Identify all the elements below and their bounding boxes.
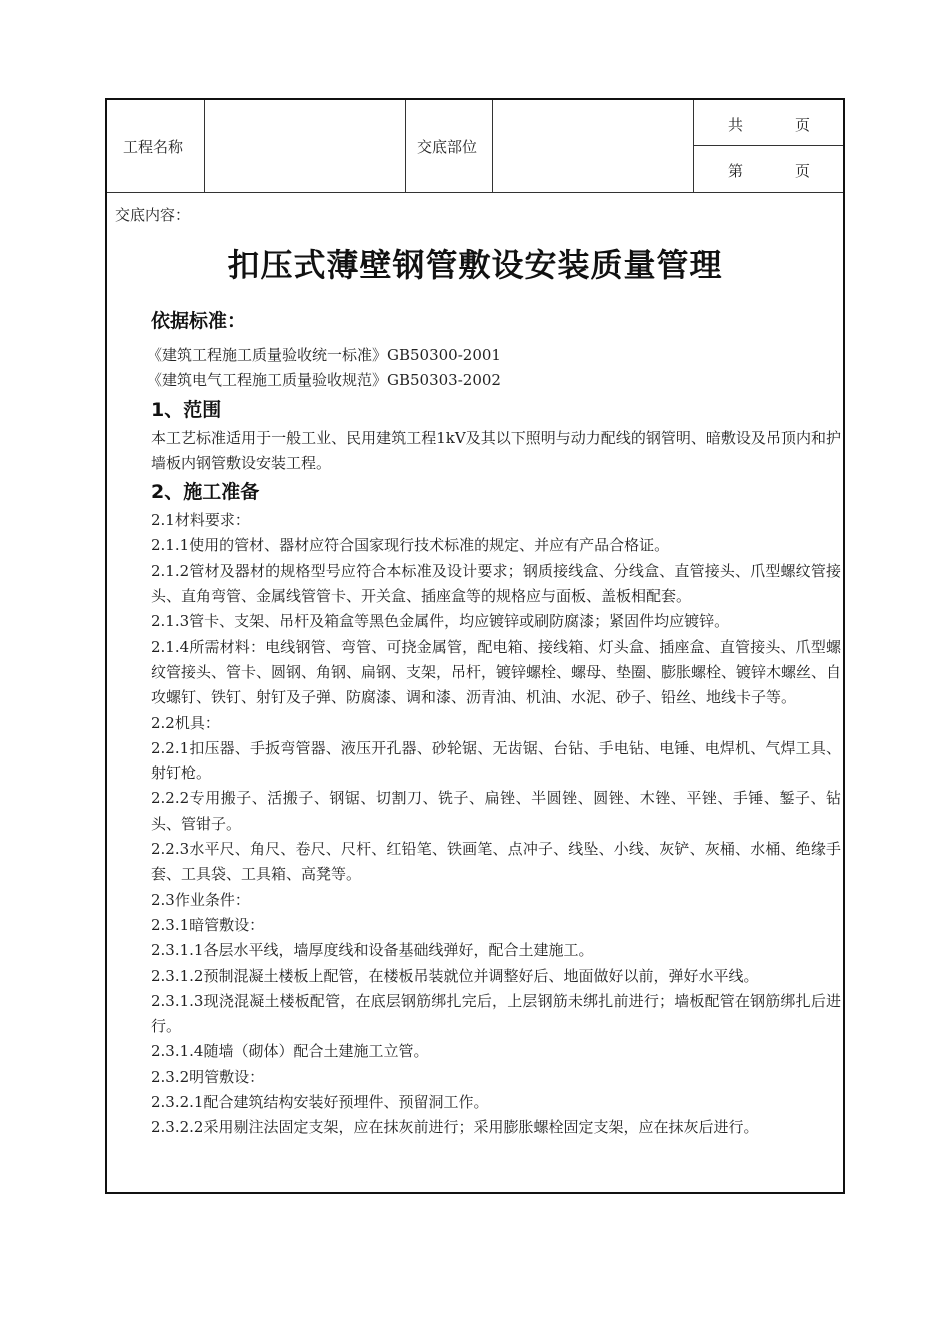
paragraph: 2.1材料要求：	[151, 511, 250, 530]
paragraph: 2.3作业条件：	[151, 890, 250, 909]
cell-divider	[204, 100, 205, 192]
document-body	[147, 306, 842, 1141]
document-title: 扣压式薄壁钢管敷设安装质量管理	[227, 246, 723, 284]
cell-divider	[492, 100, 493, 192]
basis-item: 《建筑电气工程施工质量验收规范》GB50303-2002	[147, 371, 501, 390]
section-heading: 1、范围	[151, 398, 222, 421]
page-no-suffix: 页	[795, 162, 811, 180]
page-row-divider	[693, 145, 843, 146]
paragraph: 2.3.1.1各层水平线，墙厚度线和设备基础线弹好，配合土建施工。	[151, 941, 594, 960]
basis-item: 《建筑工程施工质量验收统一标准》GB50300-2001	[147, 346, 501, 364]
paragraph: 2.2.3水平尺、角尺、卷尺、尺杆、红铅笔、铁画笔、点冲子、线坠、小线、灰铲、灰桶、水桶、绝缘手套、工具袋、工具箱、高凳等。	[151, 840, 841, 884]
paragraph: 2.3.1.2预制混凝土楼板上配管，在楼板吊装就位并调整好后、地面做好以前，弹好水平线。	[151, 966, 759, 985]
cell-divider	[405, 100, 406, 192]
project-name-label: 工程名称	[123, 138, 184, 156]
content-label: 交底内容：	[115, 206, 191, 224]
paragraph: 2.2.1扣压器、手扳弯管器、液压开孔器、砂轮锯、无齿锯、台钻、手电钻、电锤、电焊机、气焊工具、射钉枪。	[151, 738, 841, 783]
basis-heading: 依据标准：	[151, 310, 247, 332]
paragraph: 2.1.1使用的管材、器材应符合国家现行技术标准的规定、并应有产品合格证。	[151, 536, 670, 555]
paragraph: 2.2机具：	[151, 713, 220, 732]
paragraph: 2.1.3管卡、支架、吊杆及箱盒等黑色金属件，均应镀锌或刷防腐漆；紧固件均应镀锌。	[151, 612, 730, 631]
location-label: 交底部位	[417, 138, 478, 156]
page-no-prefix: 第	[728, 162, 744, 180]
total-pages-suffix: 页	[795, 116, 811, 134]
paragraph: 2.3.1暗管敷设：	[151, 915, 265, 934]
paragraph: 2.1.4所需材料：电线钢管、弯管、可挠金属管，配电箱、接线箱、灯头盒、插座盒、直管接头、爪型螺纹管接头、管卡、圆钢、角钢、扁钢、支架，吊杆，镀锌螺栓、螺母、垫圈、膨胀螺栓、镀锌木螺丝、自攻螺钉、铁钉、射钉及子弹、防腐漆、调和漆、沥青油、机油、水泥、砂子、铅丝、地线卡子等。	[151, 637, 842, 707]
total-pages-prefix: 共	[728, 116, 744, 134]
paragraph: 2.2.2专用搬子、活搬子、钢锯、切割刀、铣子、扁锉、半圆锉、圆锉、木锉、平锉、手锤、錾子、钻头、管钳子。	[151, 789, 841, 833]
paragraph: 2.3.1.4随墙（砌体）配合土建施工立管。	[151, 1042, 429, 1061]
cell-divider	[693, 100, 694, 192]
paragraph: 2.3.2明管敷设：	[151, 1067, 265, 1086]
paragraph: 本工艺标准适用于一般工业、民用建筑工程1kV及其以下照明与动力配线的钢管明、暗敷设及吊顶内和护墙板内钢管敷设安装工程。	[151, 428, 841, 472]
paragraph: 2.3.1.3现浇混凝土楼板配管，在底层钢筋绑扎完后，上层钢筋未绑扎前进行；墙板配管在钢筋绑扎后进行。	[151, 991, 841, 1036]
section-heading: 2、施工准备	[151, 481, 260, 504]
paragraph: 2.1.2管材及器材的规格型号应符合本标准及设计要求；钢质接线盒、分线盒、直管接头、爪型螺纹管接头、直角弯管、金属线管管卡、开关盒、插座盒等的规格应与面板、盖板相配套。	[151, 561, 841, 606]
paragraph: 2.3.2.2采用剔注法固定支架，应在抹灰前进行；采用膨胀螺栓固定支架，应在抹灰后进行。	[151, 1118, 759, 1137]
header-table	[107, 100, 843, 193]
document-frame	[105, 98, 845, 1194]
paragraph: 2.3.2.1配合建筑结构安装好预埋件、预留洞工作。	[151, 1093, 489, 1112]
